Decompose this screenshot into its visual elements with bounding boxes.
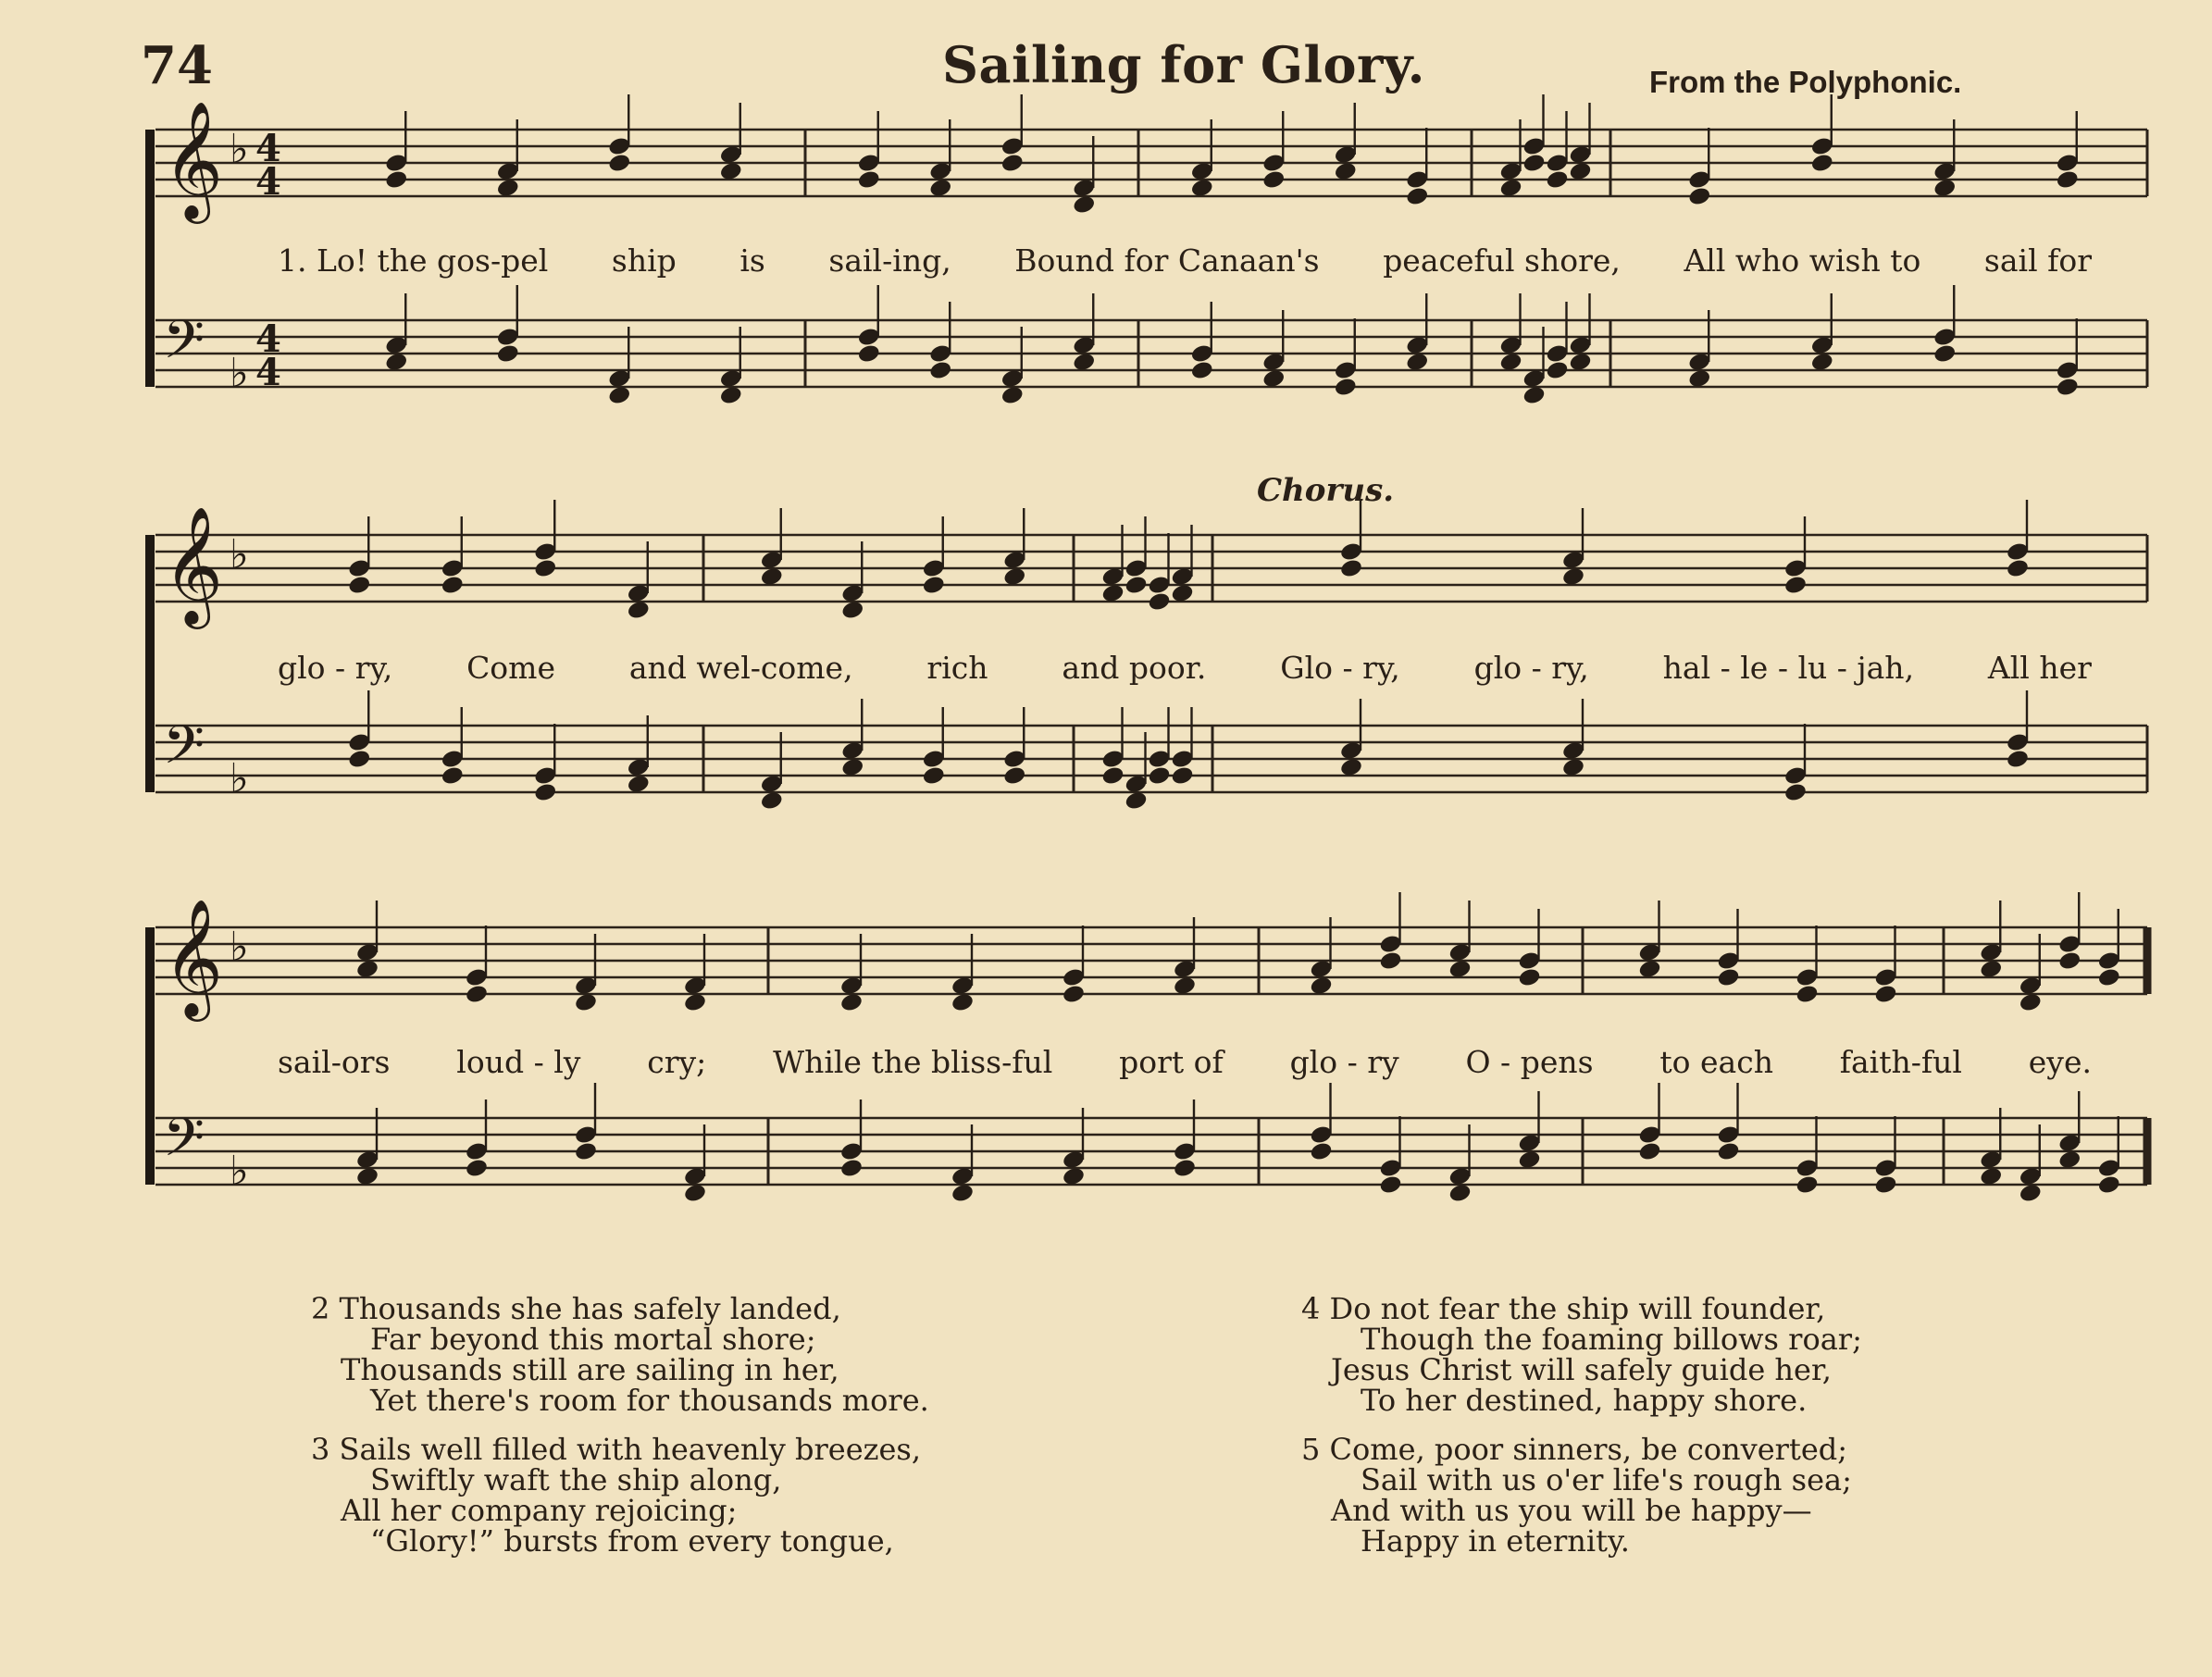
key-signature-flat-icon: ♭ <box>230 924 249 971</box>
note-head <box>1173 1158 1197 1179</box>
lyric-word: cry; <box>647 1044 707 1080</box>
note-head <box>1309 1141 1333 1162</box>
note-head <box>857 343 881 365</box>
verse-line: And with us you will be happy— <box>1331 1493 1812 1528</box>
lyrics-line-3 <box>278 1044 2092 1080</box>
lyric-word: All her <box>1987 650 2092 686</box>
lyric-word: Bound for Canaan's <box>1014 242 1320 279</box>
note-head <box>1545 169 1569 191</box>
note-head <box>2097 1174 2121 1196</box>
source-note: From the Polyphonic. <box>1649 65 1962 99</box>
note-head <box>1000 153 1025 174</box>
verse-number: 4 <box>1301 1291 1321 1326</box>
verse-number: 2 <box>311 1291 330 1326</box>
note-head <box>922 575 946 596</box>
lyrics-line-2 <box>278 650 2092 686</box>
lyric-word: ship <box>611 242 677 279</box>
lyric-word: and poor. <box>1062 650 1207 686</box>
lyric-word: Glo - ry, <box>1280 650 1400 686</box>
note-head <box>922 765 946 787</box>
lyric-word: hal - le - lu - jah, <box>1662 650 1915 686</box>
verse-line: Sail with us o'er life's rough sea; <box>1361 1462 1852 1497</box>
time-signature-icon: 4 <box>255 351 281 394</box>
lyric-word: peaceful shore, <box>1383 242 1621 279</box>
lyric-word: glo - ry <box>1289 1044 1399 1080</box>
note-head <box>1124 575 1148 596</box>
lyric-word: to each <box>1659 1044 1773 1080</box>
verse-line: “Glory!” bursts from every tongue, <box>370 1523 894 1559</box>
lyric-word: glo - ry, <box>278 650 393 686</box>
note-head <box>533 558 557 579</box>
note-head <box>1002 765 1026 787</box>
note-head <box>1783 782 1808 803</box>
lyric-word: rich <box>926 650 988 686</box>
note-head <box>1378 950 1402 972</box>
note-head <box>1517 967 1541 988</box>
bass-staff <box>155 1083 2147 1203</box>
bass-clef-icon: 𝄢 <box>163 1106 205 1182</box>
note-head <box>2006 749 2030 770</box>
verse-number: 5 <box>1301 1432 1321 1467</box>
lyric-word: and wel-come, <box>628 650 853 686</box>
note-head <box>839 1158 864 1179</box>
note-head <box>441 765 465 787</box>
chorus-label: Chorus. <box>1257 472 1395 509</box>
note-head <box>347 575 371 596</box>
treble-staff <box>155 500 2147 629</box>
lyric-word: eye. <box>2028 1044 2092 1080</box>
key-signature-flat-icon: ♭ <box>230 350 249 397</box>
treble-staff <box>155 892 2147 1022</box>
note-head <box>465 984 489 1005</box>
verse-line: Though the foaming billows roar; <box>1361 1322 1862 1357</box>
note-head <box>1873 984 1897 1005</box>
note-head <box>441 575 465 596</box>
verse-2 <box>311 1291 929 1418</box>
note-head <box>347 749 371 770</box>
key-signature-flat-icon: ♭ <box>230 755 249 802</box>
verse-line: Thousands still are sailing in her, <box>341 1352 839 1387</box>
note-head <box>1339 558 1363 579</box>
note-head <box>1405 186 1429 207</box>
key-signature-flat-icon: ♭ <box>230 531 249 578</box>
note-head <box>1795 984 1819 1005</box>
note-head <box>496 343 520 365</box>
verse-line: Thousands she has safely landed, <box>339 1291 841 1326</box>
verse-line: Do not fear the ship will founder, <box>1329 1291 1826 1326</box>
note-head <box>1810 153 1834 174</box>
bass-clef-icon: 𝄢 <box>163 714 205 789</box>
lyric-word: faith-ful <box>1839 1044 1962 1080</box>
verse-line: To her destined, happy shore. <box>1361 1383 1808 1418</box>
verse-line: Jesus Christ will safely guide her, <box>1331 1352 1832 1387</box>
note-head <box>1873 1174 1897 1196</box>
note-head <box>1170 765 1194 787</box>
note-head <box>1334 377 1358 398</box>
note-head <box>857 169 881 191</box>
treble-clef-icon: 𝄞 <box>163 505 224 624</box>
verse-line: Come, poor sinners, be converted; <box>1329 1432 1848 1467</box>
lyric-word: O - pens <box>1465 1044 1594 1080</box>
verse-number: 3 <box>311 1432 330 1467</box>
note-head <box>1190 360 1214 381</box>
key-signature-flat-icon: ♭ <box>230 1148 249 1195</box>
verse-3 <box>311 1432 922 1559</box>
note-head <box>1522 153 1546 174</box>
lyric-word: port of <box>1119 1044 1224 1080</box>
lyric-word: glo - ry, <box>1473 650 1589 686</box>
verse-line: Far beyond this mortal shore; <box>370 1322 816 1357</box>
lyric-word: While the bliss-ful <box>773 1044 1053 1080</box>
verse-line: All her company rejoicing; <box>341 1493 738 1528</box>
lyric-word: sail for <box>1983 242 2092 279</box>
note-head <box>2097 967 2121 988</box>
time-signature-icon: 4 <box>255 160 281 204</box>
note-head <box>607 153 631 174</box>
treble-clef-icon: 𝄞 <box>163 100 224 218</box>
lyric-word: Come <box>466 650 556 686</box>
note-head <box>1545 360 1569 381</box>
time-signature-icon: 4 <box>255 127 281 170</box>
note-head <box>1783 575 1808 596</box>
note-head <box>1932 343 1957 365</box>
treble-clef-icon: 𝄞 <box>163 898 224 1016</box>
note-head <box>2006 558 2030 579</box>
song-title: Sailing for Glory. <box>942 35 1425 94</box>
lyric-word: sail-ing, <box>828 242 951 279</box>
note-head <box>1147 765 1171 787</box>
lyric-word: All who wish to <box>1684 242 1921 279</box>
note-head <box>1378 1174 1402 1196</box>
bass-staff <box>155 285 2147 405</box>
note-head <box>1261 169 1286 191</box>
note-head <box>2056 169 2080 191</box>
key-signature-flat-icon: ♭ <box>230 126 249 173</box>
note-head <box>574 1141 598 1162</box>
lyric-word: is <box>739 242 765 279</box>
note-head <box>1100 765 1125 787</box>
note-head <box>465 1158 489 1179</box>
note-head <box>384 169 408 191</box>
lyric-word: loud - ly <box>456 1044 581 1080</box>
note-head <box>2057 950 2082 972</box>
note-head <box>533 782 557 803</box>
bass-staff <box>155 690 2147 811</box>
note-head <box>1716 1141 1740 1162</box>
page-number: 74 <box>141 35 213 96</box>
note-head <box>928 360 952 381</box>
lyric-word: sail-ors <box>278 1044 391 1080</box>
note-head <box>1716 967 1740 988</box>
verse-line: Happy in eternity. <box>1361 1523 1630 1559</box>
lyric-word: 1. Lo! the gos-pel <box>278 242 549 279</box>
note-head <box>1637 1141 1661 1162</box>
note-head <box>1687 186 1711 207</box>
verse-line: Sails well filled with heavenly breezes, <box>339 1432 922 1467</box>
treble-staff <box>155 94 2147 224</box>
lyrics-line-1 <box>278 242 2092 279</box>
note-head <box>2056 377 2080 398</box>
bass-clef-icon: 𝄢 <box>163 308 205 384</box>
verse-5 <box>1301 1432 1852 1559</box>
note-head <box>1795 1174 1819 1196</box>
verse-line: Yet there's room for thousands more. <box>370 1383 929 1418</box>
verse-4 <box>1301 1291 1862 1418</box>
verse-line: Swiftly waft the ship along, <box>370 1462 782 1497</box>
note-head <box>1062 984 1086 1005</box>
time-signature-icon: 4 <box>255 317 281 361</box>
note-head <box>1147 591 1171 613</box>
